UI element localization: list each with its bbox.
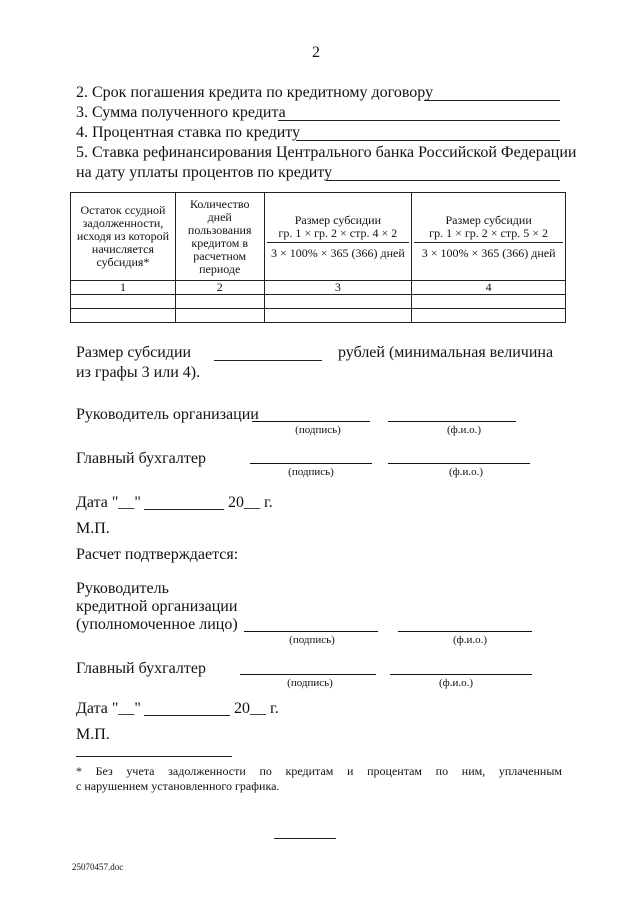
chief-accountant-fio-caption: (ф.и.о.) xyxy=(448,466,484,478)
footnote-line-1: * Без учета задолженности по кредитам и процентам по ним, уплаченным xyxy=(76,764,562,778)
col-header-4 xyxy=(412,193,566,281)
date-year: 20__ г. xyxy=(228,494,273,511)
table-cell[interactable] xyxy=(175,295,264,309)
head-org-signature-caption: (подпись) xyxy=(295,424,341,436)
col-number-row xyxy=(71,281,566,295)
table-row xyxy=(71,309,566,323)
date-2-label: Дата "__" xyxy=(76,700,141,717)
chief-accountant-2-signature-caption: (подпись) xyxy=(287,677,333,689)
chief-accountant-signature-line[interactable] xyxy=(250,463,372,464)
chief-accountant-2-label: Главный бухгалтер xyxy=(76,660,206,677)
seal-placeholder: М.П. xyxy=(76,520,110,537)
formula-4-numerator: гр. 1 × гр. 2 × стр. 5 × 2 xyxy=(414,227,563,243)
field-refinancing-rate-cont xyxy=(76,164,332,182)
head-org-signature-line[interactable] xyxy=(252,421,370,422)
credit-head-signature-line[interactable] xyxy=(244,631,378,632)
table-cell[interactable] xyxy=(264,309,412,323)
head-org-label: Руководитель организации xyxy=(76,406,259,423)
field-interest-rate-line[interactable] xyxy=(296,140,560,141)
chief-accountant-label: Главный бухгалтер xyxy=(76,450,206,467)
chief-accountant-signature-caption: (подпись) xyxy=(288,466,334,478)
field-refinancing-rate-label: 5. Ставка рефинансирования Центрального банка Российской Федерации xyxy=(76,144,577,161)
credit-head-label-1: Руководитель xyxy=(76,580,169,597)
date-2-month-line[interactable] xyxy=(144,715,230,716)
head-org-fio-line[interactable] xyxy=(388,421,516,422)
credit-head-fio-caption: (ф.и.о.) xyxy=(452,634,488,646)
file-name: 25070457.doc xyxy=(72,862,124,872)
field-loan-amount-line[interactable] xyxy=(278,120,560,121)
field-loan-term-line[interactable] xyxy=(424,100,560,101)
col-number-4: 4 xyxy=(412,281,566,295)
subsidy-table xyxy=(70,192,566,323)
formula-3-numerator: гр. 1 × гр. 2 × стр. 4 × 2 xyxy=(267,227,410,243)
table-cell[interactable] xyxy=(412,309,566,323)
field-loan-term xyxy=(76,84,433,102)
subsidy-amount-label: Размер субсидии xyxy=(76,344,192,361)
col-header-1: Остаток ссудной задолженности, исходя из которой начисляется субсидия* xyxy=(71,193,176,281)
chief-accountant-2-signature-line[interactable] xyxy=(240,674,376,675)
date-2-year: 20__ г. xyxy=(234,700,279,717)
credit-head-label-3: (уполномоченное лицо) xyxy=(76,616,238,633)
formula-4-denominator: 3 × 100% × 365 (366) дней xyxy=(421,245,556,260)
subsidy-amount-line[interactable] xyxy=(214,360,322,361)
footnote-separator xyxy=(76,756,232,757)
chief-accountant-2-fio-caption: (ф.и.о.) xyxy=(438,677,474,689)
col-header-4-title: Размер субсидии xyxy=(445,212,532,227)
table-cell[interactable] xyxy=(264,295,412,309)
field-refinancing-rate-line[interactable] xyxy=(326,180,560,181)
field-loan-amount xyxy=(76,104,286,122)
field-refinancing-rate xyxy=(76,144,577,162)
date-label: Дата "__" xyxy=(76,494,141,511)
table-cell[interactable] xyxy=(175,309,264,323)
page-number: 2 xyxy=(312,44,320,61)
formula-3-denominator: 3 × 100% × 365 (366) дней xyxy=(270,245,405,260)
date-month-line[interactable] xyxy=(144,509,224,510)
col-number-2: 2 xyxy=(175,281,264,295)
col-header-2: Количество дней пользования кредитом в расчетном периоде xyxy=(175,193,264,281)
footnote-line-2: с нарушением установленного графика. xyxy=(76,779,280,793)
head-org-fio-caption: (ф.и.о.) xyxy=(446,424,482,436)
chief-accountant-2-fio-line[interactable] xyxy=(390,674,532,675)
end-rule xyxy=(274,838,336,839)
field-interest-rate xyxy=(76,124,300,142)
confirmation-label: Расчет подтверждается: xyxy=(76,546,239,563)
subsidy-amount-note: из графы 3 или 4). xyxy=(76,364,201,381)
col-header-3 xyxy=(264,193,412,281)
col-number-1: 1 xyxy=(71,281,176,295)
credit-head-signature-caption: (подпись) xyxy=(289,634,335,646)
table-cell[interactable] xyxy=(71,295,176,309)
credit-head-fio-line[interactable] xyxy=(398,631,532,632)
credit-head-label-2: кредитной организации xyxy=(76,598,238,615)
field-loan-amount-label: 3. Сумма полученного кредита xyxy=(76,104,286,121)
table-cell[interactable] xyxy=(412,295,566,309)
seal-placeholder-2: М.П. xyxy=(76,726,110,743)
col-header-3-title: Размер субсидии xyxy=(294,212,381,227)
field-interest-rate-label: 4. Процентная ставка по кредиту xyxy=(76,124,301,141)
table-cell[interactable] xyxy=(71,309,176,323)
field-loan-term-label: 2. Срок погашения кредита по кредитному договору xyxy=(76,84,434,101)
col-number-3: 3 xyxy=(264,281,412,295)
field-refinancing-rate-label-2: на дату уплаты процентов по кредиту xyxy=(76,164,333,181)
subsidy-amount-unit: рублей (минимальная величина xyxy=(338,344,554,361)
chief-accountant-fio-line[interactable] xyxy=(388,463,530,464)
table-row xyxy=(71,295,566,309)
